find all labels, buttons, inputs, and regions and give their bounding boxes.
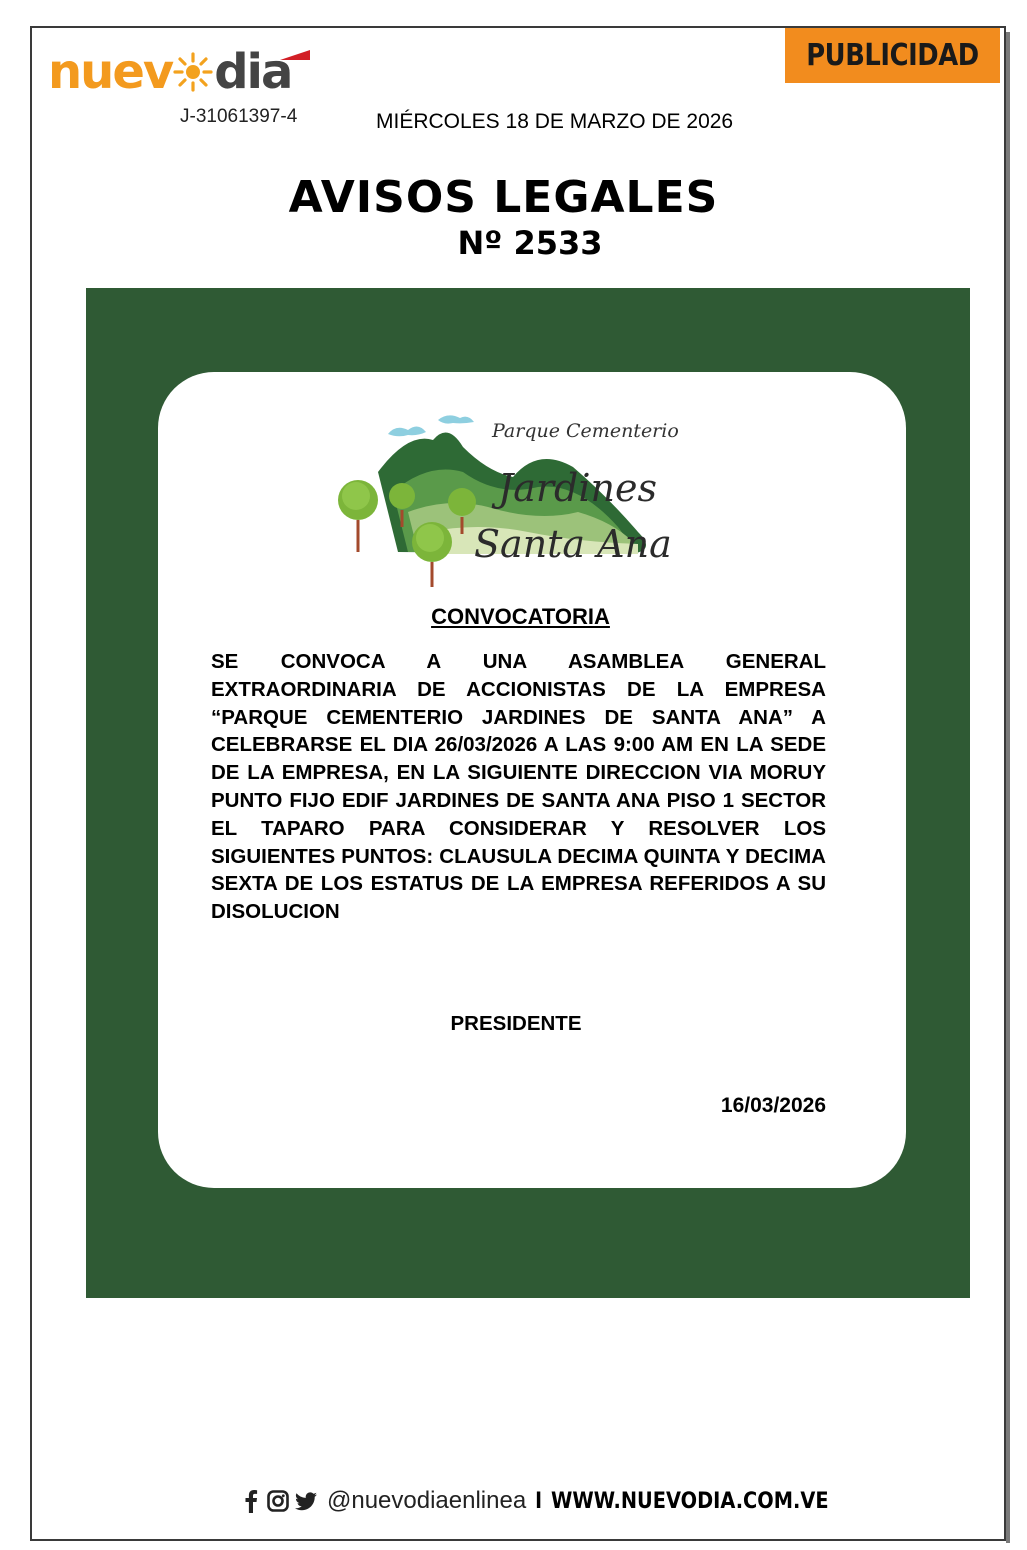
newspaper-logo: [48, 44, 338, 104]
logo-subtitle: Parque Cementerio: [492, 420, 679, 442]
sun-logo-icon: [173, 52, 213, 92]
notice-date: 16/03/2026: [720, 1094, 826, 1117]
tax-id: J-31061397-4: [180, 106, 298, 127]
social-handle: @nuevodiaenlinea: [327, 1487, 527, 1514]
logo-accent-icon: [278, 48, 312, 62]
twitter-icon: [294, 1489, 318, 1513]
website-url: WWW.NUEVODIA.COM.VE: [550, 1488, 829, 1514]
facebook-icon: [240, 1489, 262, 1513]
logo-title-line1: Jardines: [498, 466, 657, 510]
edition-number: Nº 2533: [457, 224, 603, 262]
logo-text-nuev: nuev: [48, 44, 173, 100]
page-title: AVISOS LEGALES: [288, 172, 719, 223]
footer: [240, 1484, 866, 1518]
publicity-badge: PUBLICIDAD: [785, 28, 1000, 83]
publication-date: MIÉRCOLES 18 DE MARZO DE 2026: [376, 110, 734, 133]
footer-separator: I: [535, 1487, 542, 1514]
logo-text-dia: dia: [214, 44, 292, 100]
notice-body: SE CONVOCA A UNA ASAMBLEA GENERAL EXTRAORDINARIA DE ACCIONISTAS DE LA EMPRESA “PARQUE CEMENTERIO JARDINES DE SANTA ANA” A CELEBRARSE EL DIA 26/03/2026 A LAS 9:00 AM EN LA SEDE DE LA EMPRESA, EN LA SIGUIENTE DIRECCION VIA MORUY PUNTO FIJO EDIF JARDINES DE SANTA ANA PISO 1 SECTOR EL TAPARO PARA CONSIDERAR Y RESOLVER LOS SIGUIENTES PUNTOS: CLAUSULA DECIMA QUINTA Y DECIMA SEXTA DE LOS ESTATUS DE LA EMPRESA REFERIDOS A SU DISOLUCION: [211, 650, 826, 924]
notice-card: [158, 372, 906, 1188]
notice-heading: CONVOCATORIA: [431, 604, 610, 629]
instagram-icon: [267, 1489, 289, 1513]
signer-title: PRESIDENTE: [450, 1012, 582, 1035]
logo-title-line2: Santa Ana: [474, 522, 672, 566]
